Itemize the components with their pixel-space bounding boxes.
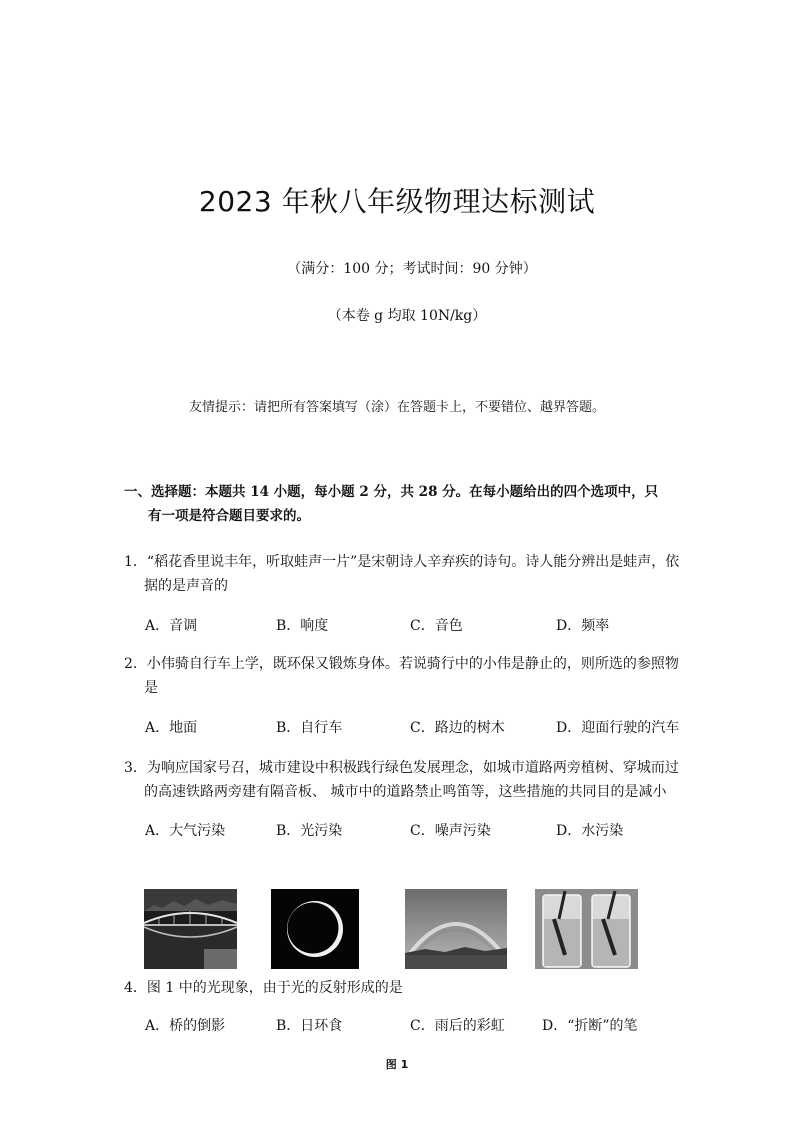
question-3-line2: 的高速铁路两旁建有隔音板、 城市中的道路禁止鸣笛等，这些措施的共同目的是减小 bbox=[144, 784, 667, 800]
question-2 bbox=[124, 652, 684, 700]
section-heading bbox=[124, 480, 684, 528]
question-1-line2: 据的是声音的 bbox=[144, 578, 228, 594]
option-c: C．雨后的彩虹 bbox=[410, 1018, 505, 1034]
option-c: C．噪声污染 bbox=[410, 823, 491, 839]
figure-caption: 图 1 bbox=[385, 1058, 409, 1071]
annular-eclipse-photo bbox=[271, 889, 359, 969]
option-c: C．路边的树木 bbox=[410, 720, 505, 736]
bridge-reflection-photo bbox=[144, 889, 237, 969]
question-2-options bbox=[145, 717, 705, 739]
question-2-line2: 是 bbox=[144, 680, 158, 696]
question-1-line1: 1．“稻花香里说丰年，听取蛙声一片”是宋朝诗人辛弃疾的诗句。诗人能分辨出是蛙声，依 bbox=[124, 554, 680, 570]
option-d: D．迎面行驶的汽车 bbox=[556, 720, 680, 736]
option-b: B．自行车 bbox=[276, 720, 343, 736]
option-a: A．地面 bbox=[145, 720, 198, 736]
question-4-line1: 4．图 1 中的光现象，由于光的反射形成的是 bbox=[124, 980, 403, 996]
question-3-line1: 3．为响应国家号召，城市建设中积极践行绿色发展理念，如城市道路两旁植树、穿城而过 bbox=[124, 760, 679, 776]
bent-pencil-photo bbox=[535, 889, 638, 969]
option-b: B．光污染 bbox=[276, 823, 343, 839]
question-1 bbox=[124, 550, 684, 598]
question-3-options bbox=[145, 820, 705, 842]
friendly-tip: 友情提示：请把所有答案填写（涂）在答题卡上，不要错位、越界答题。 bbox=[188, 400, 605, 415]
section-heading-line1: 一、选择题：本题共 14 小题，每小题 2 分，共 28 分。在每小题给出的四个选项中，只 bbox=[124, 484, 659, 500]
option-b: B．响度 bbox=[276, 618, 329, 634]
option-a: A．大气污染 bbox=[145, 823, 226, 839]
question-4-options bbox=[145, 1015, 705, 1037]
question-3 bbox=[124, 756, 684, 804]
option-a: A．桥的倒影 bbox=[145, 1018, 226, 1034]
question-4 bbox=[124, 976, 684, 1000]
option-d: D．频率 bbox=[556, 618, 610, 634]
exam-info: （满分：100 分；考试时间：90 分钟） bbox=[287, 261, 537, 277]
exam-note: （本卷 g 均取 10N/kg） bbox=[327, 308, 487, 324]
rainbow-photo bbox=[405, 889, 507, 969]
option-d: D．水污染 bbox=[556, 823, 624, 839]
option-a: A．音调 bbox=[145, 618, 198, 634]
option-c: C．音色 bbox=[410, 618, 463, 634]
option-b: B．日环食 bbox=[276, 1018, 343, 1034]
option-d: D．“折断”的笔 bbox=[542, 1018, 638, 1034]
question-1-options bbox=[145, 615, 705, 637]
section-heading-line2: 有一项是符合题目要求的。 bbox=[148, 508, 310, 524]
question-2-line1: 2．小伟骑自行车上学，既环保又锻炼身体。若说骑行中的小伟是静止的，则所选的参照物 bbox=[124, 656, 679, 672]
page-title: 2023 年秋八年级物理达标测试 bbox=[198, 185, 596, 218]
